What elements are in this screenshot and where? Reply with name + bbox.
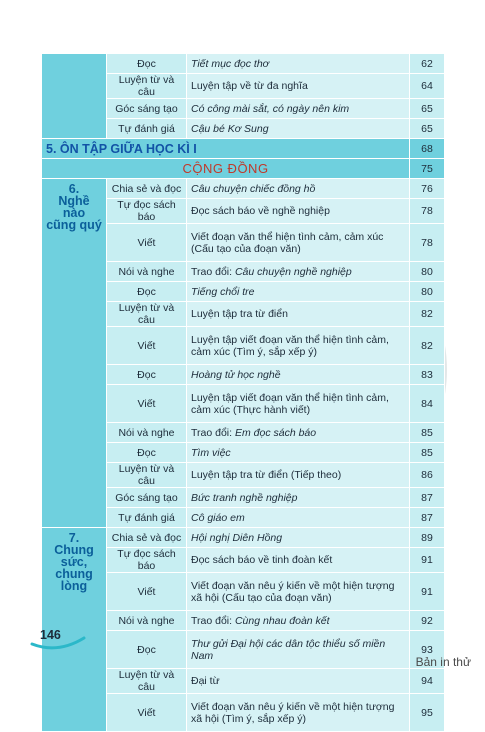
page-number-cell: 95 xyxy=(410,694,445,732)
lesson-title-text: Cùng nhau đoàn kết xyxy=(234,614,330,627)
lesson-type: Đọc xyxy=(107,365,187,385)
section-title: 5. ÔN TẬP GIỮA HỌC KÌ I xyxy=(42,139,410,159)
page-number-cell: 85 xyxy=(410,443,445,463)
lesson-title: Đại từ xyxy=(187,669,410,694)
page-number-cell: 78 xyxy=(410,199,445,224)
page-number-cell: 78 xyxy=(410,224,445,262)
lesson-type: Viết xyxy=(107,385,187,423)
theme-row xyxy=(42,159,445,179)
page-number-cell: 87 xyxy=(410,488,445,508)
lesson-title: Luyện tập về từ đa nghĩa xyxy=(187,74,410,99)
lesson-type: Chia sẻ và đọc xyxy=(107,179,187,199)
lesson-type: Góc sáng tạo xyxy=(107,99,187,119)
lesson-type: Chia sẻ và đọc xyxy=(107,528,187,548)
theme-title: CỘNG ĐỒNG xyxy=(42,159,410,179)
draft-note: Bản in thử xyxy=(415,655,471,669)
page-number-cell: 82 xyxy=(410,302,445,327)
unit-cell-empty xyxy=(42,54,107,139)
lesson-type: Nói và nghe xyxy=(107,611,187,631)
lesson-title: Luyện tập tra từ điển xyxy=(187,302,410,327)
page-number-cell: 64 xyxy=(410,74,445,99)
lesson-type: Luyện từ và câu xyxy=(107,463,187,488)
lesson-title: Luyện tập viết đoạn văn thể hiện tình cảm, cảm xúc (Tìm ý, sắp xếp ý) xyxy=(187,327,410,365)
page-number-cell: 80 xyxy=(410,262,445,282)
page-number-cell: 76 xyxy=(410,179,445,199)
lesson-title: Tiếng chổi tre xyxy=(187,282,410,302)
lesson-title xyxy=(187,423,410,443)
page-number-cell: 87 xyxy=(410,508,445,528)
lesson-type: Luyện từ và câu xyxy=(107,302,187,327)
toc-row xyxy=(42,528,445,548)
page-number-cell: 93 xyxy=(410,631,445,669)
lesson-title: Viết đoạn văn thể hiện tình cảm, cảm xúc (Cấu tạo của đoạn văn) xyxy=(187,224,410,262)
page-number-cell: 65 xyxy=(410,119,445,139)
lesson-title: Luyện tập tra từ điển (Tiếp theo) xyxy=(187,463,410,488)
lesson-title: Thư gửi Đại hội các dân tộc thiểu số miền Nam xyxy=(187,631,410,669)
unit-label: 7. Chung sức, chung lòng xyxy=(42,528,107,732)
lesson-title: Tìm việc xyxy=(187,443,410,463)
lesson-title-text: Em đọc sách báo xyxy=(234,426,317,439)
lesson-title-text: Câu chuyện nghề nghiệp xyxy=(234,265,352,278)
lesson-type: Góc sáng tạo xyxy=(107,488,187,508)
lesson-title: Câu chuyện chiếc đồng hồ xyxy=(187,179,410,199)
page-number-cell: 85 xyxy=(410,423,445,443)
lesson-title-prefix: Trao đổi: xyxy=(191,426,235,439)
lesson-type: Đọc xyxy=(107,631,187,669)
lesson-type: Viết xyxy=(107,224,187,262)
lesson-title: Viết đoạn văn nêu ý kiến về một hiện tượng xã hội (Tìm ý, sắp xếp ý) xyxy=(187,694,410,732)
theme-page: 75 xyxy=(410,159,445,179)
page-number-cell: 82 xyxy=(410,327,445,365)
page-number-cell: 86 xyxy=(410,463,445,488)
lesson-type: Nói và nghe xyxy=(107,262,187,282)
lesson-type: Đọc xyxy=(107,54,187,74)
lesson-type: Viết xyxy=(107,327,187,365)
page-number-cell: 91 xyxy=(410,548,445,573)
unit-label: 6. Nghề nào cũng quý xyxy=(42,179,107,528)
lesson-type: Tự đánh giá xyxy=(107,508,187,528)
page-number-cell: 65 xyxy=(410,99,445,119)
lesson-title: Cô giáo em xyxy=(187,508,410,528)
page-number-cell: 92 xyxy=(410,611,445,631)
page-number-cell: 89 xyxy=(410,528,445,548)
lesson-type: Viết xyxy=(107,573,187,611)
page-number-cell: 62 xyxy=(410,54,445,74)
section-page: 68 xyxy=(410,139,445,159)
page-number-cell: 91 xyxy=(410,573,445,611)
page-number: 146 xyxy=(40,628,61,642)
lesson-title: Cậu bé Kơ Sung xyxy=(187,119,410,139)
lesson-title xyxy=(187,262,410,282)
lesson-type: Nói và nghe xyxy=(107,423,187,443)
lesson-type: Tự đánh giá xyxy=(107,119,187,139)
lesson-type: Tự đọc sách báo xyxy=(107,548,187,573)
toc-table xyxy=(41,53,445,732)
lesson-title: Luyện tập viết đoạn văn thể hiện tình cảm, cảm xúc (Thực hành viết) xyxy=(187,385,410,423)
lesson-type: Đọc xyxy=(107,282,187,302)
lesson-title: Bức tranh nghề nghiệp xyxy=(187,488,410,508)
lesson-type: Luyện từ và câu xyxy=(107,74,187,99)
lesson-type: Luyện từ và câu xyxy=(107,669,187,694)
page-number-cell: 80 xyxy=(410,282,445,302)
toc-row xyxy=(42,179,445,199)
lesson-type: Tự đọc sách báo xyxy=(107,199,187,224)
section-row xyxy=(42,139,445,159)
lesson-title-prefix: Trao đổi: xyxy=(191,265,235,278)
lesson-title: Viết đoạn văn nêu ý kiến về một hiện tượng xã hội (Cấu tạo của đoạn văn) xyxy=(187,573,410,611)
lesson-title: Đọc sách báo về tinh đoàn kết xyxy=(187,548,410,573)
page-number-cell: 84 xyxy=(410,385,445,423)
lesson-title: Hội nghị Diên Hồng xyxy=(187,528,410,548)
lesson-type: Viết xyxy=(107,694,187,732)
lesson-title xyxy=(187,611,410,631)
page-number-cell: 94 xyxy=(410,669,445,694)
lesson-title: Hoàng tử học nghề xyxy=(187,365,410,385)
lesson-title: Tiết mục đọc thơ xyxy=(187,54,410,74)
lesson-title: Có công mài sắt, có ngày nên kim xyxy=(187,99,410,119)
lesson-type: Đọc xyxy=(107,443,187,463)
lesson-title: Đọc sách báo về nghề nghiệp xyxy=(187,199,410,224)
lesson-title-prefix: Trao đổi: xyxy=(191,614,235,627)
toc-row xyxy=(42,54,445,74)
page-number-cell: 83 xyxy=(410,365,445,385)
